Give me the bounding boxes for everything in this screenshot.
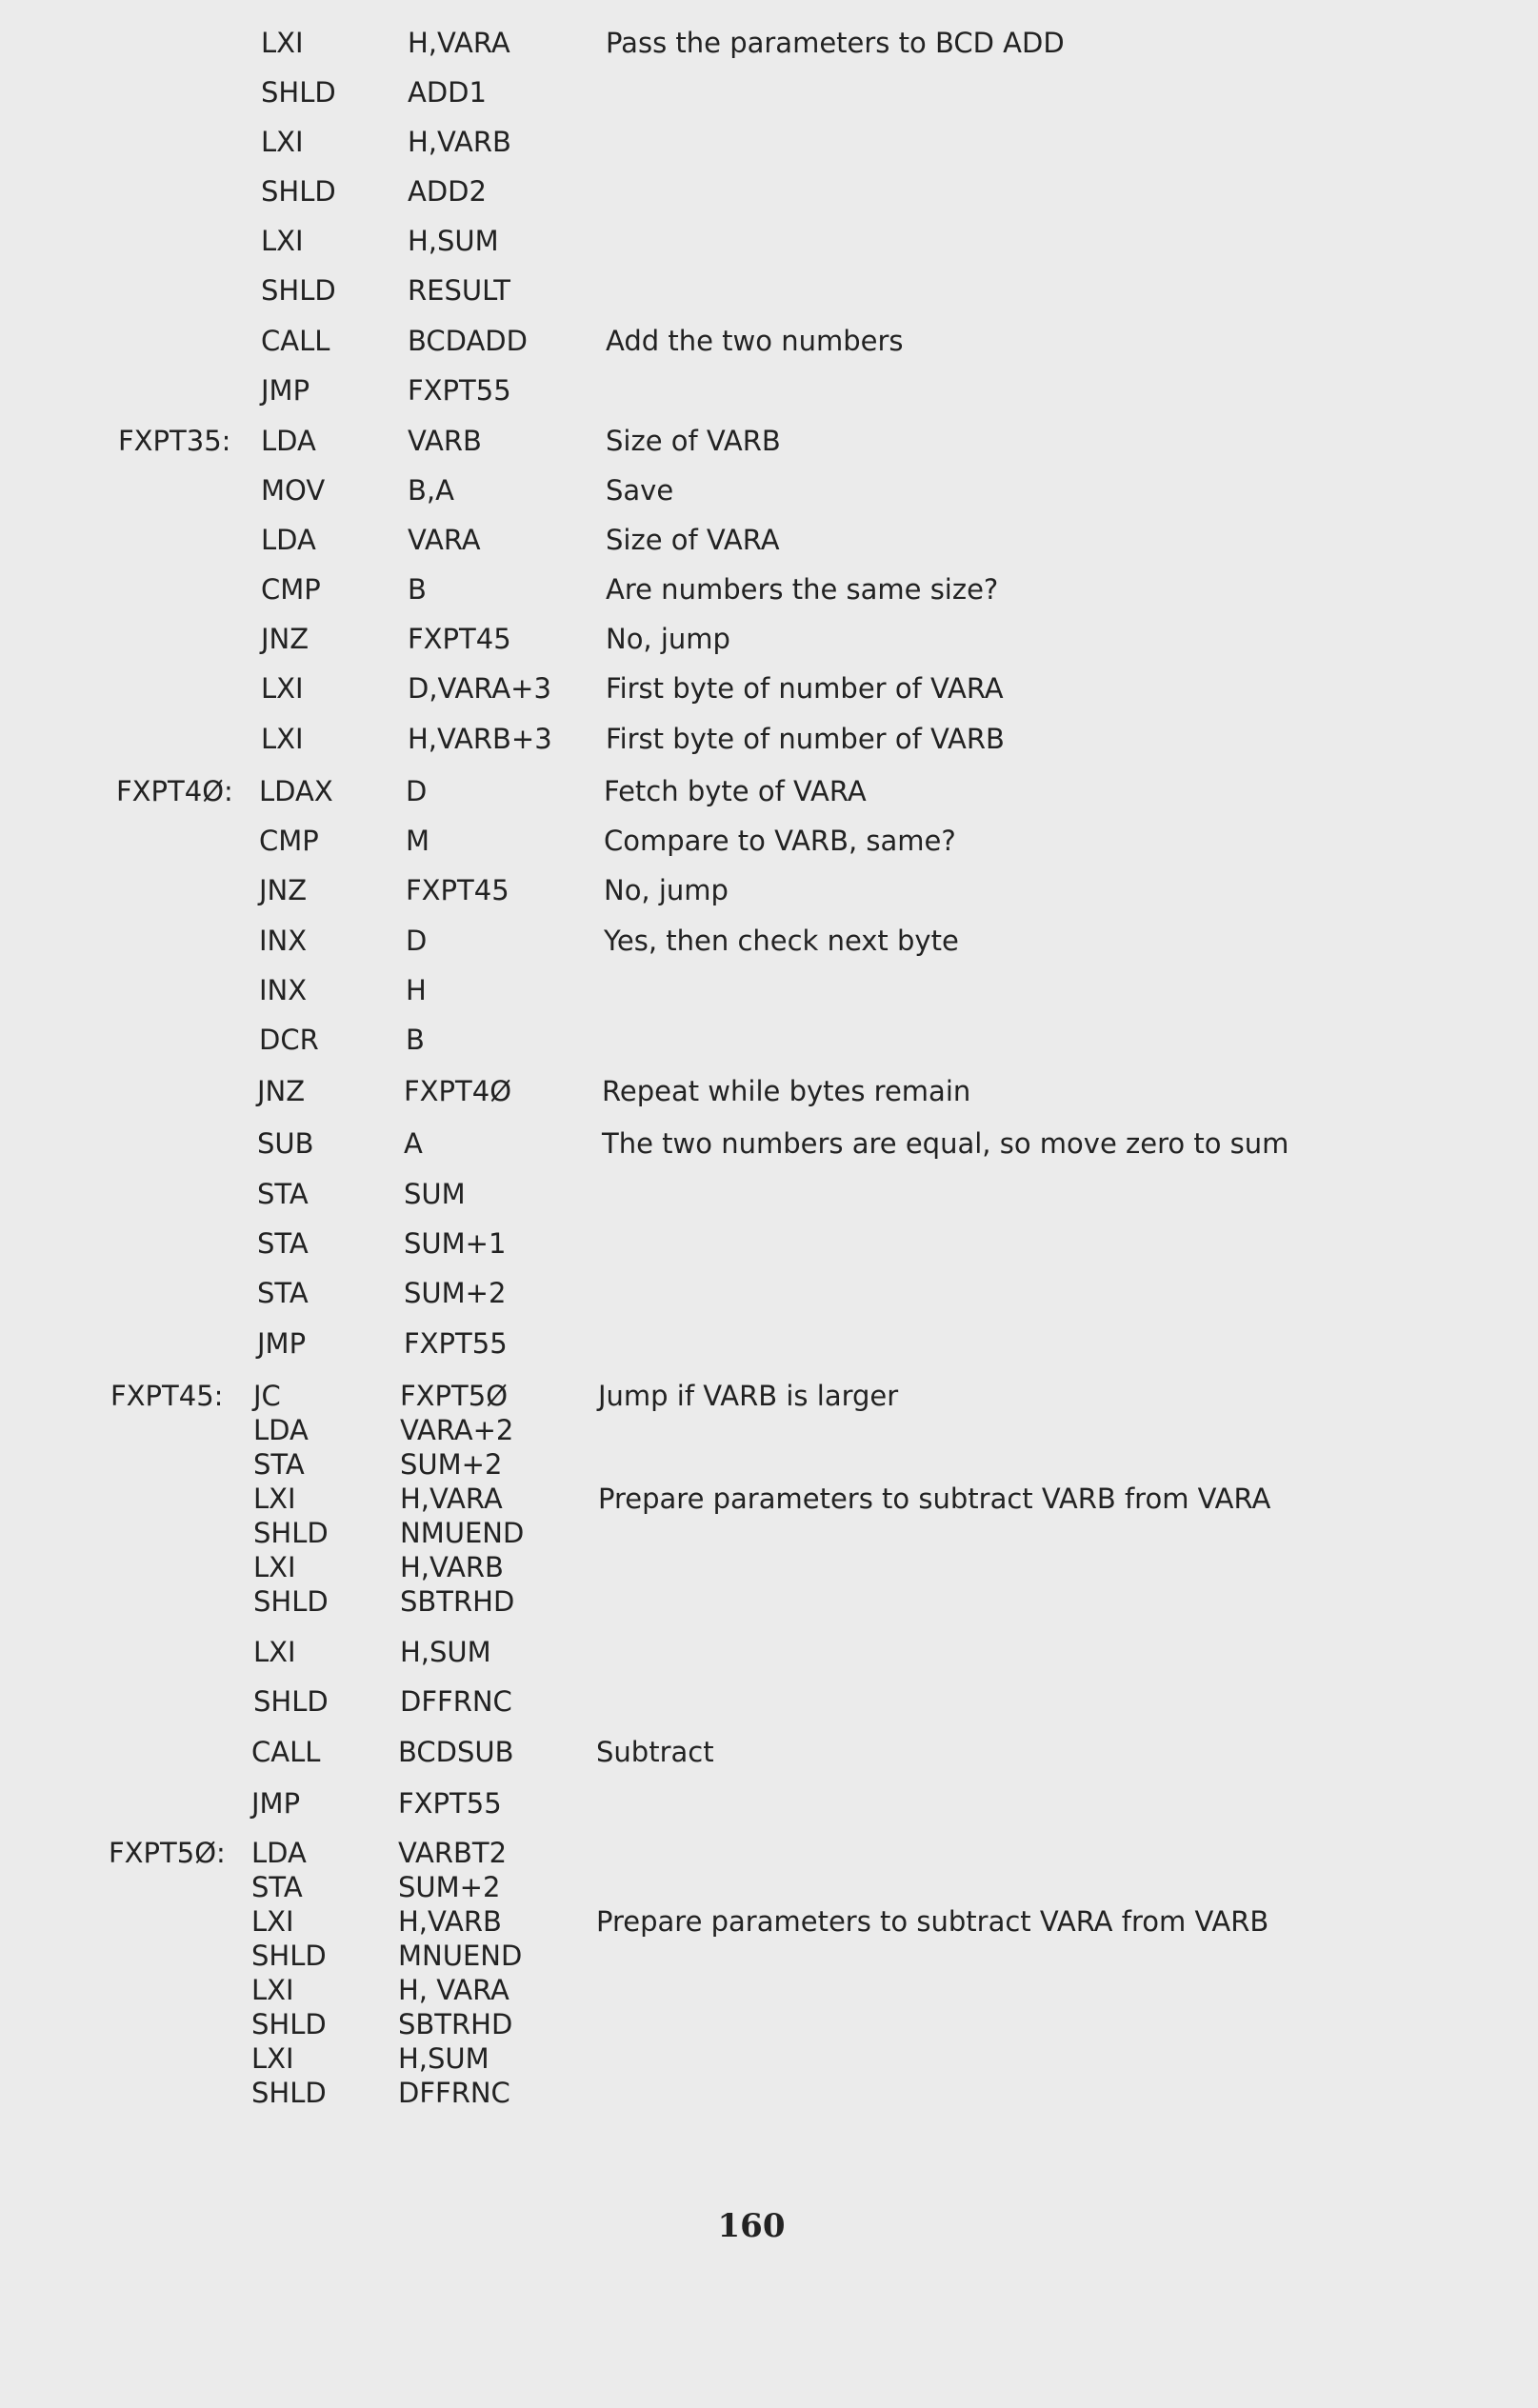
opcode: STA [251, 1871, 303, 1903]
code-line [0, 1631, 1530, 1673]
operand: H,VARA [408, 27, 510, 59]
line-label: FXPT35: [118, 425, 231, 457]
opcode: LXI [261, 27, 304, 59]
code-line [0, 1272, 1534, 1314]
code-line [0, 969, 1536, 1011]
operand: D,VARA+3 [408, 672, 551, 705]
opcode: JC [253, 1380, 281, 1412]
comment: No, jump [606, 623, 730, 655]
opcode: DCR [259, 1024, 319, 1056]
code-line [0, 1223, 1534, 1264]
operand: SUM [404, 1178, 466, 1210]
page-number: 160 [717, 2207, 786, 2245]
operand: H,VARB [400, 1551, 504, 1583]
operand: B,A [408, 474, 454, 507]
code-line [0, 420, 1538, 462]
operand: FXPT55 [408, 374, 511, 407]
opcode: SHLD [261, 274, 336, 307]
opcode: LDA [251, 1837, 307, 1869]
comment: Repeat while bytes remain [602, 1075, 971, 1107]
code-line [0, 1323, 1534, 1364]
opcode: LXI [251, 1974, 294, 2006]
opcode: LXI [251, 2042, 294, 2075]
code-line [0, 568, 1538, 610]
comment: Pass the parameters to BCD ADD [606, 27, 1065, 59]
opcode: JMP [251, 1787, 301, 1820]
operand: FXPT55 [398, 1787, 502, 1820]
opcode: JMP [257, 1327, 307, 1360]
opcode: STA [257, 1227, 309, 1260]
comment: Jump if VARB is larger [598, 1380, 899, 1412]
opcode: JNZ [257, 1075, 306, 1107]
code-line [0, 667, 1538, 709]
code-line [0, 820, 1536, 862]
opcode: JNZ [259, 874, 308, 906]
opcode: CMP [261, 573, 321, 606]
operand: SBTRHD [400, 1585, 515, 1618]
opcode: SHLD [261, 76, 336, 109]
code-line [0, 170, 1538, 212]
opcode: LXI [261, 723, 304, 755]
code-line [0, 1581, 1530, 1622]
line-label: FXPT45: [110, 1380, 224, 1412]
operand: BCDSUB [398, 1736, 514, 1768]
operand: SBTRHD [398, 2008, 513, 2040]
code-line [0, 320, 1538, 362]
operand: H,VARB+3 [408, 723, 552, 755]
code-line [0, 1681, 1530, 1722]
operand: SUM+1 [404, 1227, 507, 1260]
code-line [0, 1019, 1536, 1061]
opcode: LDAX [259, 775, 333, 807]
opcode: SHLD [251, 2077, 327, 2109]
operand: B [406, 1024, 425, 1056]
operand: NMUEND [400, 1517, 525, 1549]
operand: SUM+2 [404, 1277, 507, 1309]
code-line [0, 220, 1538, 262]
code-line [0, 770, 1536, 812]
operand: MNUEND [398, 1940, 523, 1972]
comment: First byte of number of VARA [606, 672, 1004, 705]
code-line [0, 718, 1538, 760]
opcode: CMP [259, 825, 319, 857]
comment: Prepare parameters to subtract VARB from VARA [598, 1483, 1271, 1515]
operand: H,SUM [408, 225, 499, 257]
operand: D [406, 925, 428, 957]
code-line [0, 1070, 1534, 1112]
comment: The two numbers are equal, so move zero to sum [602, 1127, 1289, 1160]
operand: DFFRNC [398, 2077, 510, 2109]
comment: First byte of number of VARB [606, 723, 1005, 755]
operand: FXPT55 [404, 1327, 508, 1360]
line-label: FXPT4Ø: [116, 775, 233, 807]
opcode: SHLD [253, 1585, 329, 1618]
operand: ADD2 [408, 175, 487, 208]
code-line [0, 2072, 1528, 2114]
code-line [0, 869, 1536, 911]
operand: FXPT5Ø [400, 1380, 509, 1412]
opcode: LDA [253, 1414, 309, 1446]
opcode: STA [257, 1277, 309, 1309]
operand: B [408, 573, 427, 606]
opcode: STA [253, 1448, 305, 1481]
operand: D [406, 775, 428, 807]
operand: RESULT [408, 274, 510, 307]
line-label: FXPT5Ø: [109, 1837, 226, 1869]
operand: FXPT45 [408, 623, 511, 655]
opcode: MOV [261, 474, 326, 507]
code-line [0, 121, 1538, 163]
comment: Size of VARA [606, 524, 780, 556]
operand: VARB [408, 425, 482, 457]
opcode: JNZ [261, 623, 310, 655]
operand: SUM+2 [398, 1871, 501, 1903]
operand: DFFRNC [400, 1685, 512, 1718]
opcode: LDA [261, 524, 316, 556]
opcode: SHLD [251, 2008, 327, 2040]
comment: Subtract [596, 1736, 714, 1768]
code-line [0, 1731, 1528, 1773]
opcode: SHLD [261, 175, 336, 208]
code-line [0, 920, 1536, 962]
operand: FXPT45 [406, 874, 509, 906]
code-line [0, 369, 1538, 411]
operand: H [406, 974, 427, 1006]
comment: Prepare parameters to subtract VARA from VARB [596, 1905, 1269, 1938]
comment: Fetch byte of VARA [604, 775, 867, 807]
opcode: SHLD [253, 1685, 329, 1718]
comment: Add the two numbers [606, 325, 904, 357]
operand: H,VARB [398, 1905, 502, 1938]
opcode: INX [259, 925, 308, 957]
operand: H,VARB [408, 126, 511, 158]
operand: VARA [408, 524, 481, 556]
operand: VARBT2 [398, 1837, 508, 1869]
operand: FXPT4Ø [404, 1075, 512, 1107]
code-line [0, 269, 1538, 311]
operand: H,SUM [400, 1636, 491, 1668]
code-line [0, 71, 1538, 113]
opcode: LXI [251, 1905, 294, 1938]
opcode: CALL [261, 325, 330, 357]
opcode: LDA [261, 425, 316, 457]
code-line [0, 469, 1538, 511]
opcode: JMP [261, 374, 310, 407]
code-line [0, 618, 1538, 660]
comment: Save [606, 474, 674, 507]
operand: A [404, 1127, 423, 1160]
opcode: LXI [261, 672, 304, 705]
opcode: LXI [261, 126, 304, 158]
comment: No, jump [604, 874, 729, 906]
operand: ADD1 [408, 76, 487, 109]
opcode: SHLD [251, 1940, 327, 1972]
comment: Size of VARB [606, 425, 781, 457]
opcode: STA [257, 1178, 309, 1210]
opcode: INX [259, 974, 308, 1006]
comment: Are numbers the same size? [606, 573, 999, 606]
operand: SUM+2 [400, 1448, 503, 1481]
code-line [0, 1123, 1534, 1164]
opcode: LXI [261, 225, 304, 257]
operand: H, VARA [398, 1974, 509, 2006]
opcode: CALL [251, 1736, 321, 1768]
code-line [0, 1782, 1528, 1824]
code-line [0, 519, 1538, 561]
comment: Yes, then check next byte [604, 925, 959, 957]
opcode: SHLD [253, 1517, 329, 1549]
opcode: LXI [253, 1483, 296, 1515]
opcode: LXI [253, 1636, 296, 1668]
operand: BCDADD [408, 325, 528, 357]
code-line [0, 1173, 1534, 1215]
operand: H,SUM [398, 2042, 489, 2075]
operand: M [406, 825, 430, 857]
comment: Compare to VARB, same? [604, 825, 956, 857]
operand: VARA+2 [400, 1414, 514, 1446]
operand: H,VARA [400, 1483, 503, 1515]
code-line [0, 22, 1538, 64]
opcode: LXI [253, 1551, 296, 1583]
opcode: SUB [257, 1127, 314, 1160]
